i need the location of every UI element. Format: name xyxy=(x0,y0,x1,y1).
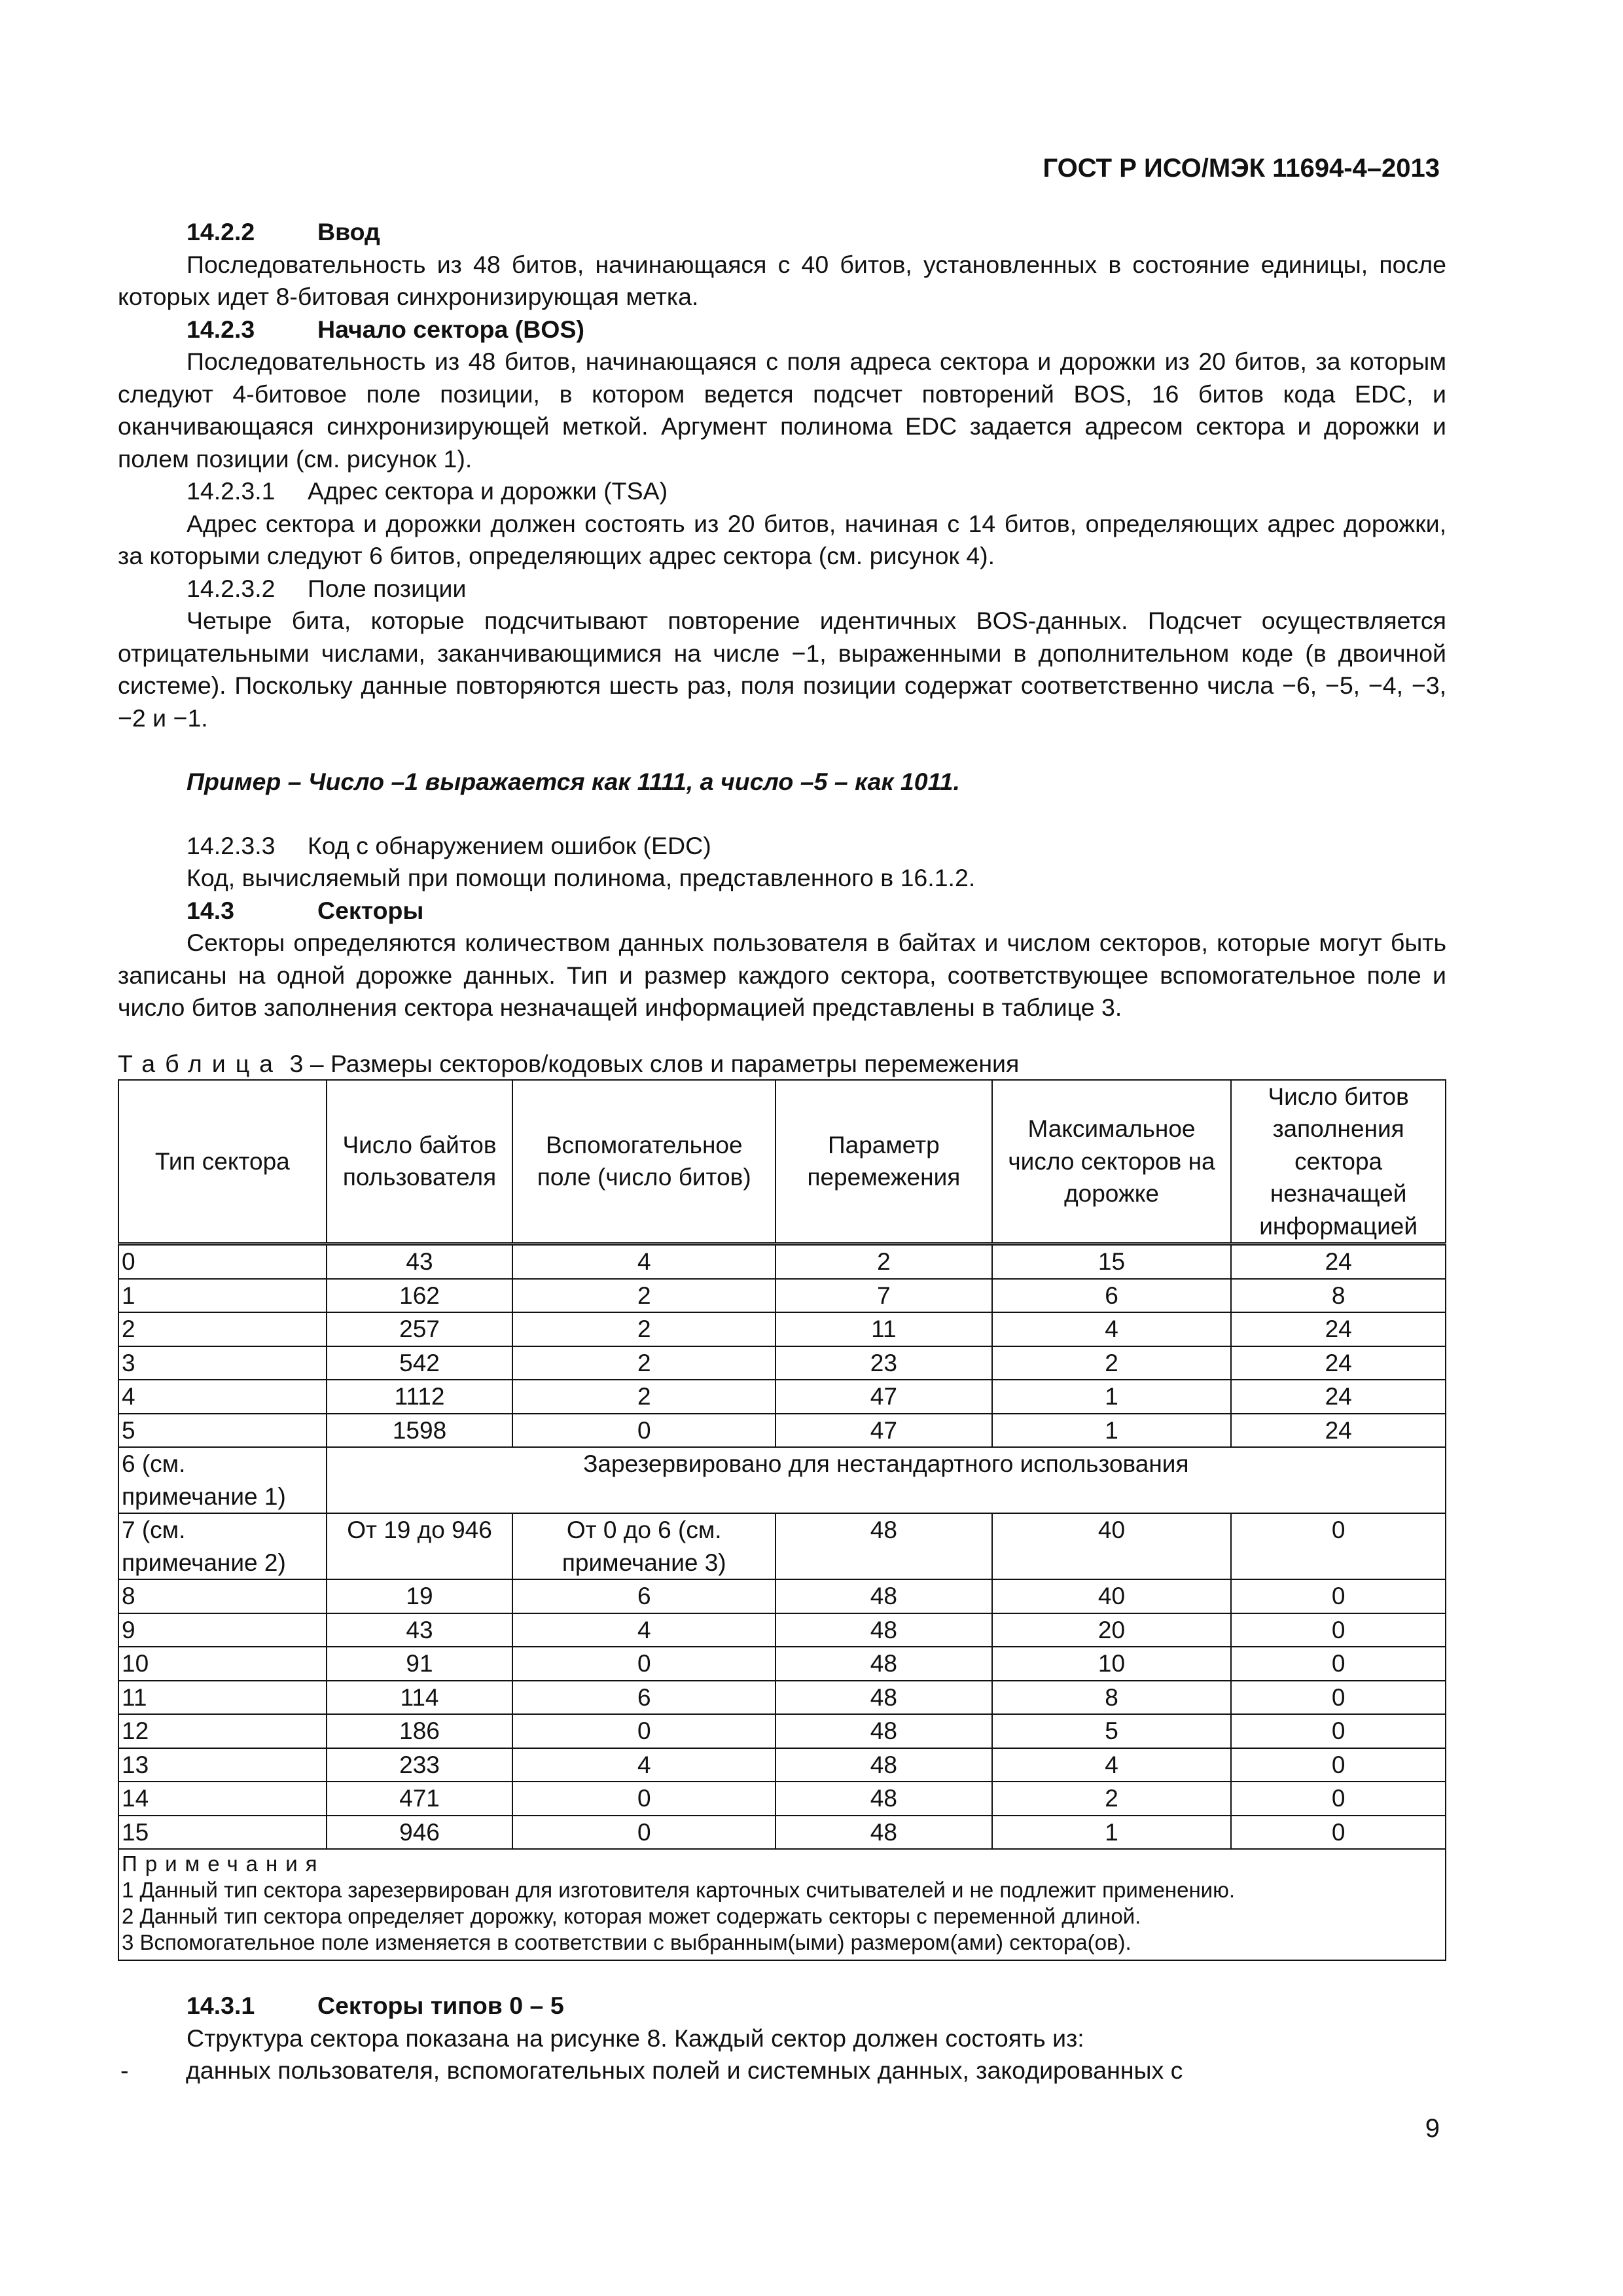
table-body-types-0-5 xyxy=(118,1244,1446,1448)
table-cell: 48 xyxy=(776,1613,992,1647)
table-cell: 40 xyxy=(992,1513,1232,1579)
table-cell: 2 xyxy=(118,1312,327,1346)
table-cell: 6 (см. примечание 1) xyxy=(118,1447,327,1513)
column-header: Параметр перемежения xyxy=(776,1080,992,1244)
table-row xyxy=(118,1447,1446,1513)
table-cell: 0 xyxy=(1231,1748,1446,1782)
table-cell: 3 xyxy=(118,1346,327,1380)
table-cell: 48 xyxy=(776,1681,992,1715)
table-cell: 23 xyxy=(776,1346,992,1380)
column-header: Число байтов пользователя xyxy=(327,1080,513,1244)
table-cell: 2 xyxy=(512,1279,776,1313)
table-cell: 14 xyxy=(118,1782,327,1816)
table-cell: 48 xyxy=(776,1579,992,1613)
table-cell: 5 xyxy=(992,1714,1232,1748)
table-cell: 48 xyxy=(776,1714,992,1748)
notes-cell xyxy=(118,1849,1446,1960)
table-row xyxy=(118,1346,1446,1380)
paragraph-14-3: Секторы определяются количеством данных пользователя в байтах и числом секторов, которые могут быть записаны на одной дорожке данных. Тип и размер каждого сектора, соответствующее вспомогательное поле и число битов заполнения сектора незначащей информацией представлены в таблице 3. xyxy=(118,929,1446,1021)
table-row xyxy=(118,1244,1446,1279)
table-cell: 233 xyxy=(327,1748,513,1782)
table-notes-row xyxy=(118,1849,1446,1960)
table-body-types-6-7 xyxy=(118,1447,1446,1579)
table-cell: 4 xyxy=(512,1244,776,1279)
paragraph-14-2-3-1: Адрес сектора и дорожки должен состоять из 20 битов, начиная с 14 битов, определяющих адрес дорожки, за которыми следуют 6 битов, определяющих адрес сектора (см. рисунок 4). xyxy=(118,509,1446,569)
table-cell: 12 xyxy=(118,1714,327,1748)
table-caption: Таблица 3 – Размеры секторов/кодовых слов и параметры перемежения xyxy=(118,1049,1020,1077)
table-row xyxy=(118,1748,1446,1782)
column-header: Максимальное число секторов на дорожке xyxy=(992,1080,1232,1244)
table-cell: От 0 до 6 (см. примечание 3) xyxy=(512,1513,776,1579)
table-cell: 20 xyxy=(992,1613,1232,1647)
table-notes xyxy=(118,1849,1446,1960)
table-cell: 0 xyxy=(1231,1613,1446,1647)
section-heading-14-3: 14.3 Секторы xyxy=(187,896,424,924)
table-cell: 6 xyxy=(512,1579,776,1613)
section-heading-14-2-3-3: 14.2.3.3 Код с обнаружением ошибок (EDC) xyxy=(187,831,711,859)
table-row xyxy=(118,1380,1446,1414)
paragraph-14-2-3-2: Четыре бита, которые подсчитывают повторение идентичных BOS-данных. Подсчет осуществляется отрицательными числами, заканчивающимися на числе −1, выраженными в дополнительном коде (в двоичной системе). Поскольку данные повторяются шесть раз, поля позиции содержат соответственно числа −6, −5, −4, −3, −2 и −1. xyxy=(118,607,1446,732)
section-heading-14-2-2: 14.2.2 Ввод xyxy=(187,218,380,245)
note-3: 3 Вспомогательное поле изменяется в соответствии с выбранным(ыми) размером(ами) сектора(ов). xyxy=(122,1930,1132,1954)
note-2: 2 Данный тип сектора определяет дорожку, которая может содержать секторы с переменной длиной. xyxy=(122,1904,1141,1928)
table-row xyxy=(118,1613,1446,1647)
table-cell: 40 xyxy=(992,1579,1232,1613)
paragraph-14-2-2: Последовательность из 48 битов, начинающаяся с 40 битов, установленных в состояние единицы, после которых идет 8-битовая синхронизирующая метка. xyxy=(118,250,1446,310)
paragraph-14-2-3-3: Код, вычисляемый при помощи полинома, представленного в 16.1.2. xyxy=(187,864,976,891)
table-cell: 11 xyxy=(118,1681,327,1715)
page-number: 9 xyxy=(1425,2114,1440,2143)
table-cell: 10 xyxy=(992,1647,1232,1681)
table-cell: 946 xyxy=(327,1816,513,1850)
table-cell: 114 xyxy=(327,1681,513,1715)
table-cell: 1 xyxy=(992,1380,1232,1414)
column-header: Вспомогательное поле (число битов) xyxy=(512,1080,776,1244)
table-cell: 0 xyxy=(512,1414,776,1448)
table-cell: От 19 до 946 xyxy=(327,1513,513,1579)
list-item xyxy=(118,2054,1446,2087)
table-cell: 0 xyxy=(512,1816,776,1850)
table-row xyxy=(118,1714,1446,1748)
table-cell: 4 xyxy=(512,1613,776,1647)
table-row xyxy=(118,1513,1446,1579)
table-cell: 2 xyxy=(776,1244,992,1279)
table-cell: 4 xyxy=(992,1312,1232,1346)
table-cell: 6 xyxy=(992,1279,1232,1313)
section-heading-14-2-3: 14.2.3 Начало сектора (BOS) xyxy=(187,315,584,343)
table-cell: 0 xyxy=(1231,1647,1446,1681)
table-cell: 9 xyxy=(118,1613,327,1647)
table-cell: 0 xyxy=(1231,1714,1446,1748)
table-cell: 0 xyxy=(1231,1513,1446,1579)
table-cell: 8 xyxy=(118,1579,327,1613)
table-cell: 2 xyxy=(512,1346,776,1380)
table-cell: 1 xyxy=(118,1279,327,1313)
table-cell: 4 xyxy=(118,1380,327,1414)
table-row xyxy=(118,1279,1446,1313)
table-cell: 48 xyxy=(776,1513,992,1579)
table-row xyxy=(118,1647,1446,1681)
table-cell: 91 xyxy=(327,1647,513,1681)
list-item-text: данных пользователя, вспомогательных полей и системных данных, закодированных с xyxy=(186,2056,1183,2084)
table-cell: 7 xyxy=(776,1279,992,1313)
table-body-types-8-15 xyxy=(118,1579,1446,1849)
table-cell: 0 xyxy=(1231,1681,1446,1715)
table-cell: 47 xyxy=(776,1414,992,1448)
table-cell: 10 xyxy=(118,1647,327,1681)
column-header: Тип сектора xyxy=(118,1080,327,1244)
table-cell: 0 xyxy=(1231,1782,1446,1816)
table-cell: 48 xyxy=(776,1782,992,1816)
table-cell: 47 xyxy=(776,1380,992,1414)
example-note: Пример – Число –1 выражается как 1111, а число –5 – как 1011. xyxy=(187,768,960,795)
table-cell: 4 xyxy=(512,1748,776,1782)
table-row xyxy=(118,1782,1446,1816)
table-cell: 471 xyxy=(327,1782,513,1816)
table-cell: 24 xyxy=(1231,1380,1446,1414)
section-heading-14-2-3-2: 14.2.3.2 Поле позиции xyxy=(187,574,467,602)
table-cell: 0 xyxy=(512,1647,776,1681)
table-cell: 0 xyxy=(118,1244,327,1279)
table-cell: 7 (см. примечание 2) xyxy=(118,1513,327,1579)
paragraph-14-3-1: Структура сектора показана на рисунке 8. Каждый сектор должен состоять из: xyxy=(187,2024,1084,2052)
table-cell: 8 xyxy=(992,1681,1232,1715)
table-cell: 24 xyxy=(1231,1414,1446,1448)
table-cell: 2 xyxy=(512,1312,776,1346)
table-cell: 1598 xyxy=(327,1414,513,1448)
table-cell: 2 xyxy=(992,1782,1232,1816)
table-cell: 15 xyxy=(992,1244,1232,1279)
table-cell: 48 xyxy=(776,1647,992,1681)
table-cell: 542 xyxy=(327,1346,513,1380)
table-cell-reserved: Зарезервировано для нестандартного использования xyxy=(327,1447,1446,1513)
table-cell: 162 xyxy=(327,1279,513,1313)
column-header: Число битов заполнения сектора незначащей информацией xyxy=(1231,1080,1446,1244)
section-heading-14-2-3-1: 14.2.3.1 Адрес сектора и дорожки (TSA) xyxy=(187,477,668,505)
table-cell: 24 xyxy=(1231,1346,1446,1380)
sector-sizes-table xyxy=(118,1079,1446,1962)
table-cell: 43 xyxy=(327,1244,513,1279)
table-cell: 1 xyxy=(992,1816,1232,1850)
table-cell: 0 xyxy=(512,1782,776,1816)
table-cell: 48 xyxy=(776,1748,992,1782)
table-cell: 4 xyxy=(992,1748,1232,1782)
table-cell: 0 xyxy=(1231,1816,1446,1850)
table-cell: 43 xyxy=(327,1613,513,1647)
table-cell: 6 xyxy=(512,1681,776,1715)
table-cell: 19 xyxy=(327,1579,513,1613)
table-cell: 48 xyxy=(776,1816,992,1850)
table-cell: 257 xyxy=(327,1312,513,1346)
note-1: 1 Данный тип сектора зарезервирован для изготовителя карточных считывателей и не подлежит применению. xyxy=(122,1878,1236,1902)
table-header-row xyxy=(118,1080,1446,1244)
section-heading-14-3-1: 14.3.1 Секторы типов 0 – 5 xyxy=(187,1992,564,2019)
table-cell: 11 xyxy=(776,1312,992,1346)
table-cell: 5 xyxy=(118,1414,327,1448)
table-cell: 24 xyxy=(1231,1244,1446,1279)
page-content xyxy=(118,216,1446,2087)
table-row xyxy=(118,1816,1446,1850)
table-cell: 1 xyxy=(992,1414,1232,1448)
table-cell: 0 xyxy=(1231,1579,1446,1613)
table-row xyxy=(118,1414,1446,1448)
paragraph-14-2-3: Последовательность из 48 битов, начинающаяся с поля адреса сектора и дорожки из 20 битов, за которым следуют 4-битовое поле позиции, в котором ведется подсчет повторений BOS, 16 битов кода EDC, и оканчивающаяся синхронизирующей меткой. Аргумент полинома EDC задается адресом сектора и дорожки и полем позиции (см. рисунок 1). xyxy=(118,348,1446,473)
table-row xyxy=(118,1312,1446,1346)
table-row xyxy=(118,1681,1446,1715)
table-cell: 1112 xyxy=(327,1380,513,1414)
document-code-header: ГОСТ Р ИСО/МЭК 11694-4–2013 xyxy=(1043,154,1440,183)
table-cell: 186 xyxy=(327,1714,513,1748)
list-bullet: - xyxy=(120,2056,129,2084)
table-cell: 2 xyxy=(992,1346,1232,1380)
table-row xyxy=(118,1579,1446,1613)
table-cell: 15 xyxy=(118,1816,327,1850)
table-cell: 24 xyxy=(1231,1312,1446,1346)
table-cell: 8 xyxy=(1231,1279,1446,1313)
table-cell: 2 xyxy=(512,1380,776,1414)
table-cell: 0 xyxy=(512,1714,776,1748)
notes-title: Примечания xyxy=(122,1852,325,1876)
table-cell: 13 xyxy=(118,1748,327,1782)
